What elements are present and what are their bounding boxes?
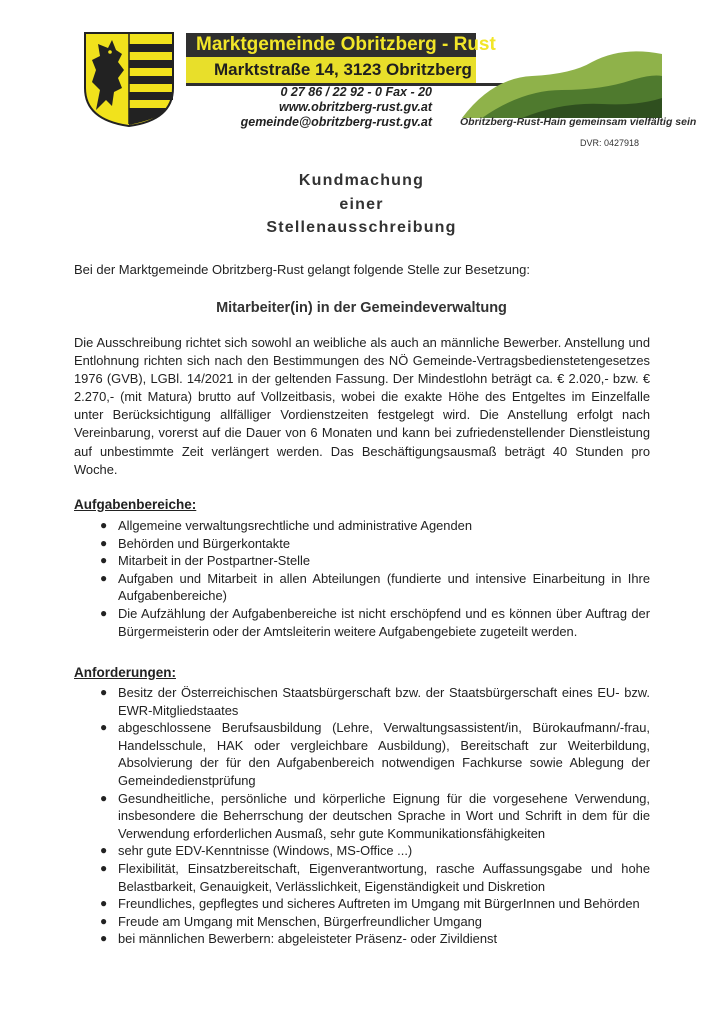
list-item [74,684,650,719]
list-item-text: Freude am Umgang mit Menschen, Bürgerfreundlicher Umgang [118,913,482,929]
bullet-icon: ● [100,913,108,928]
bullet-icon: ● [100,605,108,620]
list-item [74,930,650,948]
hills-logo-icon [462,40,662,118]
dvr-number: DVR: 0427918 [580,138,640,148]
bullet-icon: ● [100,685,108,699]
email-link[interactable]: gemeinde@obritzberg-rust.gv.at [240,115,432,129]
list-item-text: Die Aufzählung der Aufgabenbereiche ist nicht erschöpfend und es können über Auftrag der Bürgermeisterin oder der Amtsleiterin weitere Aufgabengebiete zugeteilt werden. [118,605,650,639]
title-line-3: Stellenausschreibung [266,219,457,236]
list-item-text: Freundliches, gepflegtes und sicheres Auftreten im Umgang mit BürgerInnen und Behörden [118,896,640,912]
requirements-heading: Anforderungen: [74,665,176,680]
phone-fax: 0 27 86 / 22 92 - 0 Fax - 20 [280,85,432,99]
bullet-icon: ● [100,518,108,532]
position-title: Mitarbeiter(in) in der Gemeindeverwaltung [216,300,507,316]
bullet-icon: ● [100,931,108,946]
list-item-text: Behörden und Bürgerkontakte [118,535,290,551]
list-item-text: Allgemeine verwaltungsrechtliche und administrative Agenden [118,518,472,533]
slogan: Obritzberg-Rust-Hain gemeinsam vielfältig sein [460,116,697,128]
bullet-icon: ● [100,553,108,568]
description-paragraph: Die Ausschreibung richtet sich sowohl an weibliche als auch an männliche Bewerber. Anstellung und Entlohnung richten sich nach den Bestimmungen des NÖ Gemeinde-Vertragsbedienstetengesetzes 1976 (GVB), LGBl. 14/2021 in der geltenden Fassung. Der Mindestlohn beträgt ca. € 2.020,- bzw. € 2.270,- (mit Matura) brutto auf Vollzeitbasis, wobei die exakte Höhe des Entgeltes im Einzelfalle unter Berücksichtigung allfälliger Vordienstzeiten festgelegt wird. Die Anstellung erfolgt nach Vereinbarung, vorerst auf die Dauer von 6 Monaten und kann bei zufriedenstellender Dienstleistung auf unbestimmte Zeit verlängert werden. Das Beschäftigungsausmaß beträgt 40 Stunden pro Woche. [74,335,650,477]
list-item-text: Mitarbeit in der Postpartner-Stelle [118,553,311,569]
list-item-text: bei männlichen Bewerbern: abgeleisteter Präsenz- oder Zivildienst [118,931,498,947]
list-item-text: Gesundheitliche, persönliche und körperliche Eignung für die vorgesehene Verwendung, insbesondere die Beherrschung der deutschen Sprache in Wort und Schrift in dem für die Verwendung erforderlichen Ausmaß, sehr gute Kommunikationsfähigkeiten [118,790,650,841]
contact-block [232,85,432,130]
list-item-text: Flexibilität, Einsatzbereitschaft, Eigenverantwortung, rasche Auffassungsgabe und hohe Belastbarkeit, Genauigkeit, Verlässlichkeit, Eigenständigkeit und Diskretion [118,860,650,894]
bullet-icon: ● [100,790,108,805]
coat-of-arms-icon [82,30,176,128]
bullet-icon: ● [100,860,108,875]
tasks-list [74,517,650,640]
website-link[interactable]: www.obritzberg-rust.gv.at [278,100,432,114]
title-line-1: Kundmachung [298,172,425,189]
list-item-text: sehr gute EDV-Kenntnisse (Windows, MS-Office ...) [118,843,413,859]
bullet-icon: ● [100,843,108,858]
list-item [74,552,650,570]
list-item [74,719,650,789]
list-item [74,842,650,860]
org-address: Marktstraße 14, 3123 Obritzberg [214,60,472,79]
title-line-2: einer [339,196,384,213]
list-item [74,895,650,913]
list-item [74,860,650,895]
list-item [74,913,650,931]
list-item-text: abgeschlossene Berufsausbildung (Lehre, Verwaltungsassistent/in, Bürokaufmann/-frau, Handelsschule, HAK oder vergleichbare Ausbildung), Bereitschaft zur Weiterbildung, Absolvierung der für den Aufgabenbereich notwendigen Fachkurse sowie Ablegung der Gemeindedienstprüfung [118,720,650,788]
list-item [74,570,650,605]
list-item [74,535,650,553]
bullet-icon: ● [100,570,108,585]
list-item-text: Aufgaben und Mitarbeit in allen Abteilungen (fundierte und intensive Einarbeitung in Ihre Aufgabenbereiche) [118,570,650,604]
list-item [74,790,650,843]
bullet-icon: ● [100,535,108,550]
list-item-text: Besitz der Österreichischen Staatsbürgerschaft bzw. der Staatsbürgerschaft eines EU- bzw. EWR-Mitgliedstaates [118,685,650,718]
list-item [74,605,650,640]
bullet-icon: ● [100,896,108,911]
requirements-list [74,684,650,948]
org-name: Marktgemeinde Obritzberg - Rust [186,33,476,57]
bullet-icon: ● [100,720,108,735]
tasks-heading: Aufgabenbereiche: [74,497,197,512]
list-item [74,517,650,535]
intro-text: Bei der Marktgemeinde Obritzberg-Rust gelangt folgende Stelle zur Besetzung: [74,262,530,277]
